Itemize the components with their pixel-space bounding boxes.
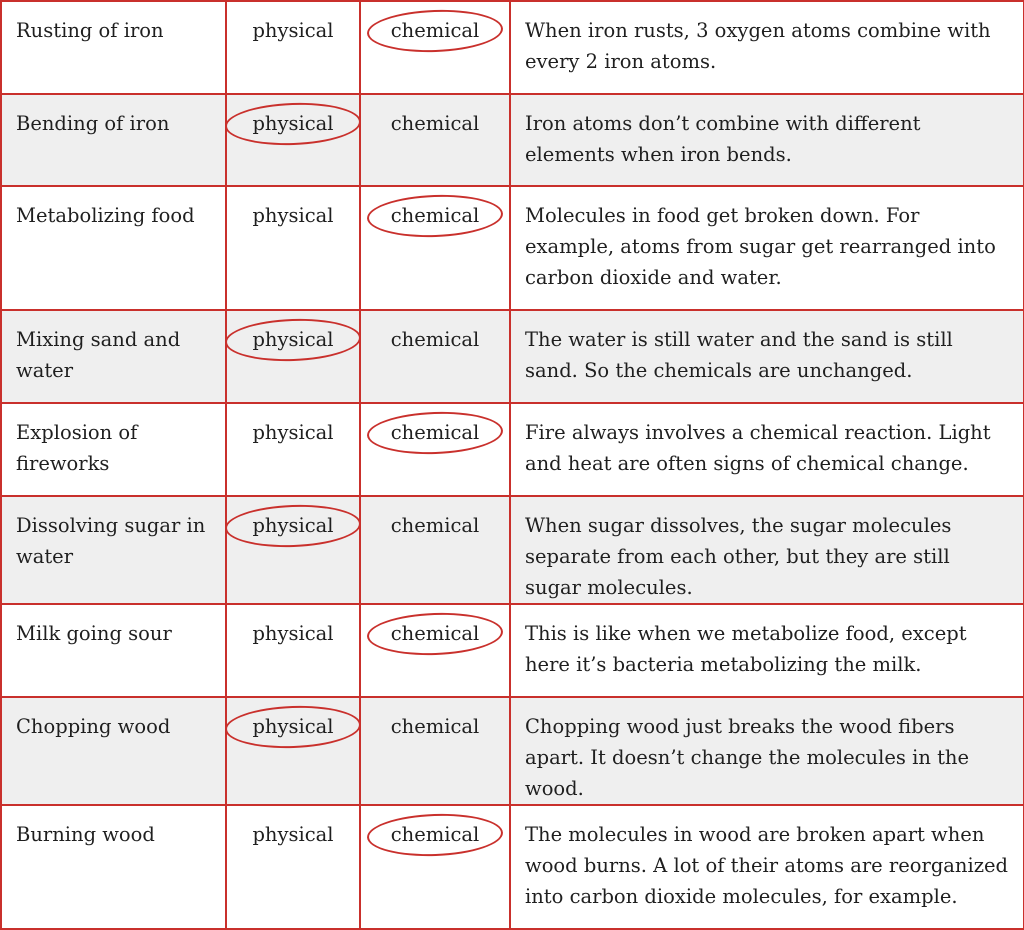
physical-option[interactable] xyxy=(252,711,333,742)
option-label: chemical xyxy=(390,328,480,351)
option-label: physical xyxy=(252,204,334,227)
chemical-option[interactable] xyxy=(391,324,480,355)
physical-option-cell xyxy=(226,1,360,94)
explanation: This is like when we metabolize food, except here it’s bacteria metabolizing the milk. xyxy=(510,604,1024,697)
chemical-option[interactable] xyxy=(391,711,480,742)
physical-option-cell xyxy=(226,805,360,929)
table-row xyxy=(1,403,1024,496)
change-description: Explosion of fireworks xyxy=(1,403,226,496)
change-description: Rusting of iron xyxy=(1,1,226,94)
explanation: Iron atoms don’t combine with different elements when iron bends. xyxy=(510,94,1024,186)
option-label: physical xyxy=(252,19,334,42)
chemical-option-cell xyxy=(360,1,510,94)
chemical-option[interactable] xyxy=(391,819,480,850)
chemical-option-cell xyxy=(360,94,510,186)
chemical-option[interactable] xyxy=(391,15,480,46)
chemical-option[interactable] xyxy=(391,417,480,448)
explanation: The molecules in wood are broken apart when wood burns. A lot of their atoms are reorganized into carbon dioxide molecules, for example. xyxy=(510,805,1024,929)
physical-option[interactable] xyxy=(252,108,333,139)
option-label: physical xyxy=(252,112,334,135)
physical-option[interactable] xyxy=(252,417,333,448)
physical-option-cell xyxy=(226,186,360,310)
table-row xyxy=(1,697,1024,805)
explanation: When iron rusts, 3 oxygen atoms combine with every 2 iron atoms. xyxy=(510,1,1024,94)
option-label: chemical xyxy=(390,421,480,444)
table-row xyxy=(1,805,1024,929)
table-row xyxy=(1,310,1024,403)
physical-option-cell xyxy=(226,604,360,697)
change-description: Dissolving sugar in water xyxy=(1,496,226,604)
chemical-option[interactable] xyxy=(391,200,480,231)
table-row xyxy=(1,186,1024,310)
change-description: Metabolizing food xyxy=(1,186,226,310)
chemical-option[interactable] xyxy=(391,618,480,649)
option-label: chemical xyxy=(390,112,480,135)
option-label: physical xyxy=(252,715,334,738)
physical-option-cell xyxy=(226,496,360,604)
explanation: The water is still water and the sand is still sand. So the chemicals are unchanged. xyxy=(510,310,1024,403)
chemical-option-cell xyxy=(360,805,510,929)
chemical-option-cell xyxy=(360,310,510,403)
option-label: chemical xyxy=(390,204,480,227)
physical-option[interactable] xyxy=(252,15,333,46)
option-label: physical xyxy=(252,622,334,645)
table-row xyxy=(1,1,1024,94)
option-label: physical xyxy=(252,421,334,444)
physical-option[interactable] xyxy=(252,200,333,231)
physical-option[interactable] xyxy=(252,618,333,649)
chemical-option[interactable] xyxy=(391,108,480,139)
option-label: chemical xyxy=(390,622,480,645)
table-row xyxy=(1,604,1024,697)
explanation: When sugar dissolves, the sugar molecules separate from each other, but they are still sugar molecules. xyxy=(510,496,1024,604)
option-label: physical xyxy=(252,328,334,351)
explanation: Molecules in food get broken down. For example, atoms from sugar get rearranged into carbon dioxide and water. xyxy=(510,186,1024,310)
physical-option[interactable] xyxy=(252,510,333,541)
chemical-option-cell xyxy=(360,496,510,604)
physical-option-cell xyxy=(226,94,360,186)
change-description: Milk going sour xyxy=(1,604,226,697)
option-label: chemical xyxy=(390,514,480,537)
table-row xyxy=(1,496,1024,604)
physical-option-cell xyxy=(226,697,360,805)
chemical-option-cell xyxy=(360,403,510,496)
physical-option-cell xyxy=(226,403,360,496)
option-label: physical xyxy=(252,823,334,846)
chemical-option-cell xyxy=(360,697,510,805)
physical-option[interactable] xyxy=(252,819,333,850)
explanation: Chopping wood just breaks the wood fibers apart. It doesn’t change the molecules in the wood. xyxy=(510,697,1024,805)
physical-option-cell xyxy=(226,310,360,403)
table-row xyxy=(1,94,1024,186)
change-description: Burning wood xyxy=(1,805,226,929)
option-label: chemical xyxy=(390,715,480,738)
chemical-option-cell xyxy=(360,604,510,697)
change-description: Bending of iron xyxy=(1,94,226,186)
change-description: Chopping wood xyxy=(1,697,226,805)
chemical-option[interactable] xyxy=(391,510,480,541)
chemical-option-cell xyxy=(360,186,510,310)
change-description: Mixing sand and water xyxy=(1,310,226,403)
option-label: chemical xyxy=(390,19,480,42)
option-label: chemical xyxy=(390,823,480,846)
explanation: Fire always involves a chemical reaction. Light and heat are often signs of chemical change. xyxy=(510,403,1024,496)
physical-option[interactable] xyxy=(252,324,333,355)
option-label: physical xyxy=(252,514,334,537)
